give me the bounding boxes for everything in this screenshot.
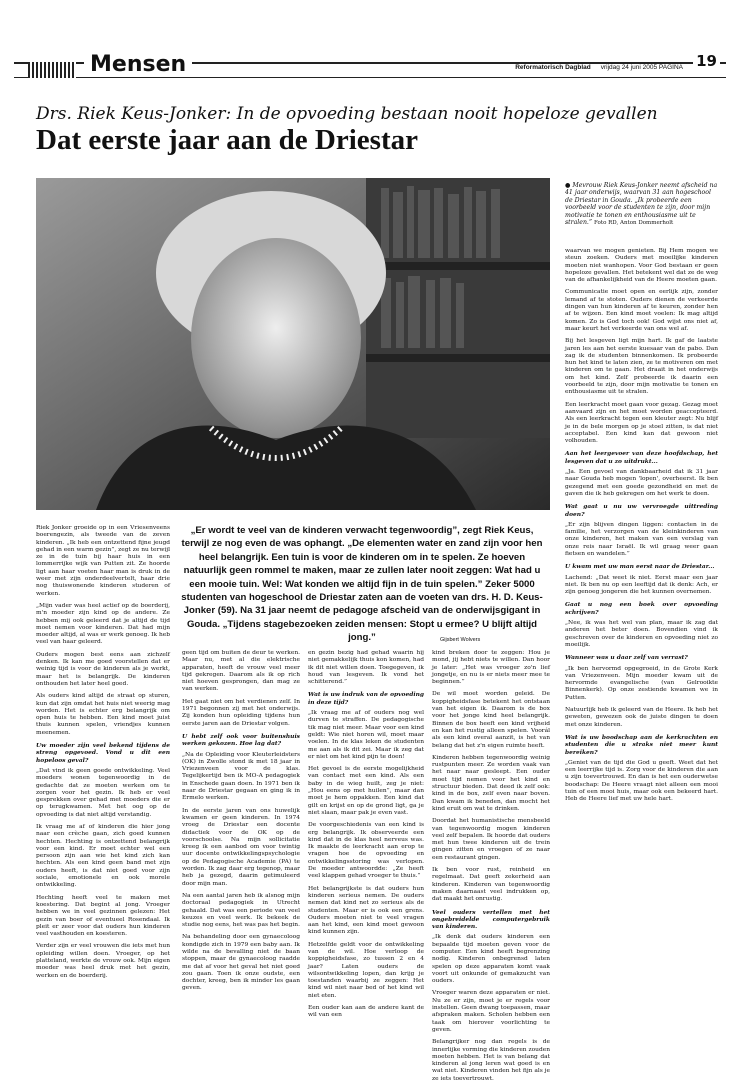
text-column-4 <box>432 650 550 1082</box>
portrait-photo <box>36 178 550 510</box>
paragraph: In de eerste jaren van ons huwelijk kwamen er geen kinderen. In 1974 vroeg de Driestar een docente didactiek voor de OK op de voorschoolse. Na mijn sollicitatie kreeg ik een aanbod om voor twintig uur docente ontwikkelingspsychologie op de Pedagogische Academie (PA) te worden. Ik zag daar erg tegenop, maar heb ja gezegd, daarin getimuleerd door mijn man. <box>182 807 300 887</box>
paragraph: „Nee, ik was het wel van plan, maar ik zag dat anderen het beter doen. Bovendien vind ik geschreven over de kinderen en opvoeding niet zo moeilijk. <box>565 620 718 648</box>
paragraph: Lachend: „Dat weet ik niet. Eerst maar een jaar niet. Ik ben nu op een leeftijd dat ik denk: Ach, er zijn genoeg jongeren die het kunnen overnemen. <box>565 574 718 596</box>
paragraph: „Ik vraag me af of ouders nog wel durven te straffen. De pedagogische tik mag niet meer. Maar voor een kind geldt: Wie niet horen wil, moet maar voelen. In de klas leken de studenten me aan als ik dit zei. Maar ik zeg dat er niet om het kind pijn te doen! <box>308 710 424 760</box>
paragraph: Hechting heeft veel te maken met koestering. Dat begint al jong. Vroeger hebben we in veel gezinnen gelezen: Het gezin van boer of eventueel Rosendaal. Ik pleit er zeer voor dat ouders hun kinderen veel vasthouden en koesteren. <box>36 894 170 938</box>
paragraph: Verder zijn er veel vrouwen die iets met hun opleiding willen doen. Vroeger, op het platteland, werkte de vrouw ook. Mijn eigen moeder was heel druk met het gezin, werken en de boerderij. <box>36 943 170 979</box>
pull-quote: „Er wordt te veel van de kinderen verwacht tegenwoordig”, zegt Riek Keus, terwijl ze nog even de was ophangt. „De elementen water en zand zijn voor hen heel belangrijk. Een tuin is voor de kinderen om in te spelen. Ze hoeven natuurlijk geen rommel te maken, maar ze zullen later nooit zeggen: Wat had u een mooie tuin. Wel: Wat konden we altijd fijn in de tuin spelen.” Zeker 5000 studenten van hogeschool de Driestar zaten aan de voeten van drs. H. D. Keus-Jonker (59). Na 31 jaar neemt de pedagoge afscheid van de onderwijsgigant in Gouda. „Tijdens stagebezoeken zeiden mensen: Stopt u ermee? U blijft altijd jong.” <box>181 525 543 644</box>
paragraph: kind breken door te zeggen: Hou je mond, jij hebt niets te willen. Dan hoor je later: „Het was vroeger zo'n lief jongetje, en nu is er niets meer mee te beginnen.” <box>432 650 550 686</box>
interview-question: U hebt zelf ook voor buitenshuis werken gekozen. Hoe lag dat? <box>182 732 300 748</box>
paragraph: Doordat het humanistische mensbeeld van tegenwoordig mogen kinderen veel zelf bepalen. Ik hoorde dat ouders met hun twee kinderen uit de trein gingen zitten en vroegen of ze naar een restaurant gingen. <box>432 818 550 861</box>
interview-question: Aan het leergevoer van deze hoofdschap, het lesgeven dat u zo uitdrukt... <box>565 450 718 465</box>
interview-question: U kwam met uw man eerst naar de Driestar... <box>565 563 715 571</box>
text-column-5 <box>565 248 718 809</box>
paragraph: Natuurlijk heb ik geleerd van de Heere. Ik heb het geweten, gewezen ook de juiste dingen te doen met onze kinderen. <box>565 707 718 728</box>
paragraph: Als ouders kind altijd de straat op sturen, kun dat zijn omdat het huis niet weerig mag worden. Het is echter erg belangrijk om open huis te hebben. Een kind moet juist thuis kunnen spelen, vriendjes kunnen meenemen. <box>36 693 170 736</box>
interview-question: Uw moeder zijn veel bekend tijdens de streng opgevoed. Vond u dit een hopeloos geval? <box>36 742 170 764</box>
page-header <box>14 48 726 82</box>
interview-question: Gaat u nog een boek over opvoeding schrijven? <box>565 601 718 616</box>
paragraph: „Dat vind ik geen goede ontwikkeling. Veel moeders wonen tegenwoordig in de gedachte dat ze moeten werken om te zorgen voor het gezin. Ik heb er veel gesprekken over gehad met moeders die er op terugkwamen. Met het oog op de opvoeding is dat niet altijd verstandig. <box>36 767 170 818</box>
paragraph: Na een aantal jaren heb ik alsnog mijn doctoraal pedagogiek in Utrecht gehaald. Dat was een periode van veel keuzes en veel werk. Ik bekeek de studie nog eens, het was pas het begin. <box>182 892 300 929</box>
publication-date: vrijdag 24 juni 2005 PAGINA <box>600 64 683 71</box>
paragraph: Het belangrijkste is dat ouders hun kinderen serieus nemen. De ouders nemen dat kind net zo serieus als de studenten. Maar er is ook een grens. Ouders moeten niet te veel vragen aan het kind, een kind moet gewoon kind kunnen zijn. <box>308 885 424 936</box>
interview-question: Veel ouders vertellen met het ongebreidelde computergebruik van kinderen. <box>432 908 550 931</box>
paragraph: waarvan we mogen genieten. Bij Hem mogen we steun zoeken. Ouders met moeilijke kinderen moeten niet wanhopen. Voor God bestaan er geen hopeloze gevallen. Het betekent wel dat ze de weg van de afhankelijkheid van de Heere moeten gaan. <box>565 248 718 284</box>
paragraph: Het gevoel is de eerste mogelijkheid van contact met een kind. Als een baby in de wieg huilt, zeg je niet: „Hou eens op met huilen”, maar dan moet je hem oppakken. Een kind dat gilt en krijst en op de grond ligt, ga je niet slaan, maar pak je even vast. <box>308 766 424 816</box>
publication-meta <box>512 64 686 71</box>
paragraph: Het gaat niet om het verdienen zelf. In 1971 begonnen zij met het onderwijs. Zij konden hun opleiding tijdens hun eerste jaren aan de Driestar volgen. <box>182 698 300 727</box>
paragraph: Na behandeling door een gynaecoloog kondigde zich in 1979 een baby aan. Ik wilde na de bevalling niet de baan stoppen, maar de gynaecoloog raadde me dat af voor het geval het niet goed zou gaan. Toen ik onze oudste, een dochter, kreeg, ben ik minder les gaan geven. <box>182 934 300 992</box>
paragraph: geen tijd om buiten de deur te werken. Maar nu, met al die elektrische apparaten, heeft de vrouw veel meer tijd gekregen. Daarom als ik op rich niet hoeven gesprongen, dan mag ze van werken. <box>182 650 300 693</box>
section-title: Mensen <box>84 54 192 76</box>
caption-text: ● Mevrouw Riek Keus-Jonker neemt afscheid na 41 jaar onderwijs, waarvan 31 aan hogeschool de Driestar in Gouda. „Ik probeerde een voorbeeld voor de studenten te zijn, door mijn motivatie te tonen en enthousiasme uit te stralen.” <box>565 182 718 227</box>
article-kicker: Drs. Riek Keus-Jonker: In de opvoeding bestaan nooit hopeloze gevallen <box>36 104 658 124</box>
section-marks <box>28 62 76 78</box>
publication-name: Reformatorisch Dagblad <box>515 64 591 71</box>
paragraph: Bij het lesgeven ligt mijn hart. Ik gaf de laatste jaren les aan het eerste kuesaar van de pabo. Dan zag ik de studenten binnenkomen. Ik probeerde hun het kind te laten zien, ze te motiveren om met kinderen om te gaan. Het draait in het onderwijs om het kind. Zelf probeerde ik daarin een voorbeeld te zijn, door mijn motivatie te tonen en enthousiasme uit te stralen. <box>565 338 718 396</box>
paragraph: Riek Jonker groeide op in een Vriesenveens boerengezin, als tweede van de zeven kinderen. „Ik heb een ontzettend fijne jeugd gehad in een warm gezin”, zegt ze nu terwijl ze in de tuin bij haar huis in een lommerrijke wijk van Putten zit. Ze hoorde ligt aan haar voeten haar man is druk in de weer met zijn onderdeelvertelt, haar drie nog thuiswonende kinderen studeren of werken. <box>36 525 170 597</box>
interview-question: Wanneer was u daar zelf van verrast? <box>565 654 688 662</box>
paragraph: „Ik ben hervormd opgegroeid, in de Grote Kerk van Vriezenveen. Mijn moeder kwam uit de hervormde evangelische (van Gelrooikte Binnenkerk). Op onze zestiende kwamen we in Putten. <box>565 665 718 701</box>
paragraph: Vroeger waren deze apparaten er niet. Nu ze er zijn, moet je er regels voor instellen. Geen dwang toepassen, maar afspraken maken. Scholen hebben een taak om hierover voorlichting te geven. <box>432 990 550 1033</box>
paragraph: „Er zijn blijven dingen liggen: contacten in de familie, het verzorgen van de kleinkinderen van onze kinderen, het maken van een verslag van onze reis naar Israël. Ik wil graag weer gaan fietsen en wandelen.” <box>565 521 718 557</box>
text-column-3 <box>308 650 424 1025</box>
photo-credit: Gijsbert Wolvers <box>440 637 481 643</box>
interview-question: Wat is uw boodschap aan de kerkrachten en studenten die u straks niet meer kunt bereiken? <box>565 733 718 756</box>
paragraph: Ouders mogen best eens aan zichzelf denken. Ik kan me goed voorstellen dat er weinig tijd is voor de kinderen als je werkt, maar het is belangrijk. De kinderen onthouden het later heel goed. <box>36 651 170 687</box>
paragraph: De voorgeschiedenis van een kind is erg belangrijk. Ik observeerde een kind dat in de klas heel nerveus was. Ik maakte de leerkracht aan erop te vragen hoe de opvoeding en ontwikkelingsstoring was verlopen. De moeder antwoordde: „Ze heeft veel klappen gehad vroeger te thuis.” <box>308 822 424 880</box>
paragraph: „Ik denk dat ouders kinderen een bepaalde tijd moeten geven voor de computer. Een kind heeft begrenzing nodig. Kinderen onbegrensd laten spelen op deze apparaten komt vaak voort uit onkunde of gemakzucht van ouders. <box>432 934 550 985</box>
paragraph: Hetzelfde geldt voor de ontwikkeling van de wil. Hoe verloop de koppigheidsfase, zo tussen 2 en 4 jaar? Laten ouders de wilsontwikkeling lopen, dan krijg je toestanden waarbij ze zeggen: Het kind wil niet naar bed of het kind wil niet eten. <box>308 941 424 999</box>
text-column-2 <box>182 650 300 998</box>
paragraph: Ik ben voor rust, reinheid en regelmaat. Dat geeft zekerheid aan kinderen. Kinderen van tegenwoordig maken daarnaast veel indrukken op, dat maakt het onrustig. <box>432 867 550 903</box>
photo-caption <box>565 182 718 227</box>
interview-question: Wat is uw indruk van de opvoeding in deze tijd? <box>308 691 424 706</box>
page-number: 19 <box>693 52 720 70</box>
paragraph: „Geniet van de tijd die God u geeft. Weet dat het een leerrijke tijd is. Zorg voor de kinderen die aan u zijn toevertrouwd. En dan is het een ouderwetse boodschap: De Heere vraagt niet alleen een mooi tuin of een mooi huis, maar ook een bekeerd hart. Heb de Heere lief met uw hele hart. <box>565 759 718 803</box>
paragraph: Kinderen hebben tegenwoordig weinig rustpunten meer. Ze worden vaak van het naar naar gesleept. Een ouder moet tijd nemen voor het kind en structuur bieden. Dat deed ik zelf ook: kind in de box, zelf even naar boven. Dan kwam ik beneden, dan mocht het kind eruit om wat te drinken. <box>432 754 550 812</box>
paragraph: „Ja. Een gevoel van dankbaarheid dat ik 31 jaar naar Gouda heb mogen 'lopen', overheerst. Ik ben gezegend met een goede gezondheid en met de gaven die ik heb gekregen om het werk te doen. <box>565 469 718 497</box>
paragraph: „Mijn vader was heel actief op de boerderij, m'n moeder zijn kind op de andere. Ze hebben mij ook geleerd dat je altijd de tijd moet nemen voor kinderen. Dat had mijn moeder altijd, al was er werk genoeg. Ik heb veel van haar geleerd. <box>36 602 170 646</box>
article-headline: Dat eerste jaar aan de Driestar <box>36 124 418 156</box>
paragraph: „Na de Opleiding voor Kleuterleidsters (OK) in Zwolle stond ik met 18 jaar in Vriezenveen voor de klas. Tegelijkertijd ben ik MO-A pedagogiek in Enschede gaan doen. In 1971 ben ik naar de Driestar gegaan en ging ik in Ermelo werken. <box>182 751 300 802</box>
paragraph: Belangrijker nog dan regels is de innerlijke vorming die kinderen zouden moeten hebben. Het is van belang dat kinderen al jong leren wat goed is en wat niet. Kinderen vinden het fijn als je ze iets toevertrouwt. <box>432 1039 550 1082</box>
paragraph: Een ouder kan aan de andere kant de wil van een <box>308 1005 424 1019</box>
paragraph: Ik vraag me af of kinderen die hier jong naar een crèche gaan, zich goed kunnen hechten. Hechting is ontzettend belangrijk voor een kind. Er moet echter wel een persoon zijn aan wie het kind zich kan hechten. Als een kind geen band met zijn ouders heeft, is dat niet goed voor zijn sociale, emotionele en ook morele ontwikkeling. <box>36 823 170 889</box>
interview-question: Wat gaat u nu uw vervroegde uittreding doen? <box>565 503 718 518</box>
paragraph: Communicatie moet open en eerlijk zijn, zonder lemand af te stoten. Ouders dienen de verkeerde dingen van hun kinderen af te keuren, zonder hen af te wijzen. Een kind moet voelen: Ik mag altijd komen. Zo is God toch ook! God wijst ons niet af, maar keurt het verkeerde van ons wel af. <box>565 289 718 332</box>
paragraph: en gezin bezig had gehad waarin hij niet gemakkelijk thuis kon komen, had ik dit niet willen doen. Toegegeven, ik houd van lesgeven. Ik vond het schitterend.” <box>308 650 424 686</box>
text-column-1 <box>36 525 170 985</box>
paragraph: De wil moet worden geleid. De koppigheidsfase betekent het ontstaan van het eigen ik. Daarom is de box voor het jonge kind heel belangrijk. Binnen de box heeft een kind vrijheid en kan het rustig alleen spelen. Voorál als een kind overal aanzit, is het van belang dat het z'n eigen ruimte heeft. <box>432 691 550 749</box>
caption-credit: Foto RD, Anton Dommerholt <box>594 220 674 227</box>
paragraph: Een leerkracht moet gaan voor gezag. Gezag moet aanvaard zijn en het moet worden geaccepteerd. Als een leerkracht tegen een kleuter zegt: Nu blijf je in de bele morgen op je stoel zitten, is dat niet acceptabel. Een kind kan dat gewoon niet volhouden. <box>565 401 718 445</box>
header-rule-bottom <box>14 77 726 78</box>
